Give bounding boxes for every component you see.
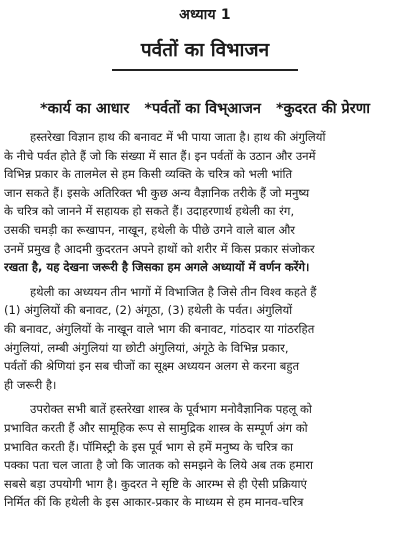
text-line: प्रभावित करती हैं। पॉमिस्ट्री के इस पूर्व भाग से हमें मनुष्य के चरित्र का <box>4 439 294 454</box>
topic-list <box>0 98 410 118</box>
text-line: प्रभावित करती हैं और सामूहिक रूप से सामुद्रिक शास्त्र के सम्पूर्ण अंग को <box>4 420 308 435</box>
text-line: उनमें प्रमुख है आदमी कुदरतन अपने हाथों को शरीर में किस प्रकार संजोकर <box>4 241 315 256</box>
text-line: हथेली का अध्ययन तीन भागों में विभाजित है जिसे तीन विश्व कहते हैं <box>30 284 317 299</box>
text-line: पक्का पता चल जाता है जो कि जातक को समझने के लिये अब तक हमारा <box>4 458 314 473</box>
text-line: ही जरूरी है। <box>4 377 57 392</box>
text-line: पर्वतों की श्रेणियां इन सब चीजों का सूक्ष्म अध्ययन अलग से करना बहुत <box>4 359 300 374</box>
text-line: सबसे बड़ा उपयोगी भाग है। कुदरत ने सृष्टि के आरम्भ से ही ऐसी प्रक्रियाएं <box>4 476 307 491</box>
text-line: उसकी चमड़ी का रूखापन, नाखून, हथेली के पीछे उगने वाले बाल और <box>4 222 296 237</box>
paragraph-2 <box>4 283 406 395</box>
body-text <box>4 128 406 518</box>
title-underline <box>112 69 298 71</box>
text-line: (1) अंगुलियों की बनावट, (2) अंगूठा, (3) हथेली के पर्वत। अंगुलियों <box>4 303 293 318</box>
text-line: जान सकते हैं। इसके अतिरिक्त भी कुछ अन्य वैज्ञानिक तरीके हैं जो मनुष्य <box>4 185 310 200</box>
topic-item: *कार्य का आधार <box>40 101 130 117</box>
chapter-title: पर्वतों का विभाजन <box>140 39 270 61</box>
text-line: रखता है, यह देखना जरूरी है जिसका हम अगले अध्यायों में वर्णन करेंगे। <box>4 260 310 275</box>
text-line: अंगुलियां, लम्बी अंगुलियां या छोटी अंगुलियां, अंगूठे के विभिन्न प्रकार, <box>4 340 289 355</box>
topic-item: *कुदरत की प्रेरणा <box>275 101 370 117</box>
text-line: के नीचे पर्वत होते हैं जो कि संख्या में सात हैं। इन पर्वतों के उठान और उनमें <box>4 148 316 163</box>
chapter-number: अध्याय 1 <box>179 7 231 23</box>
text-line: उपरोक्त सभी बातें हस्तरेखा शास्त्र के पूर्वभाग मनोवैज्ञानिक पहलू को <box>30 402 312 417</box>
text-line: निर्मित कीं कि हथेली के इस आकार-प्रकार के माध्यम से हम मानव-चरित्र <box>4 495 304 510</box>
text-line: के चरित्र को जानने में सहायक हो सकते हैं। उदाहरणार्थ हथेली का रंग, <box>4 204 295 219</box>
topic-item: *पर्वतों का विभ्आजन <box>144 101 261 117</box>
text-line: विभिन्न प्रकार के तालमेल से हम किसी व्यक्ति के चरित्र को भली भांति <box>4 167 293 182</box>
paragraph-1 <box>4 128 406 277</box>
paragraph-3 <box>4 400 406 512</box>
text-line: की बनावट, अंगुलियों के नाखून वाले भाग की बनावट, गांठदार या गांठरहित <box>4 321 315 336</box>
text-line: हस्तरेखा विज्ञान हाथ की बनावट में भी पाया जाता है। हाथ की अंगुलियों <box>30 130 326 144</box>
